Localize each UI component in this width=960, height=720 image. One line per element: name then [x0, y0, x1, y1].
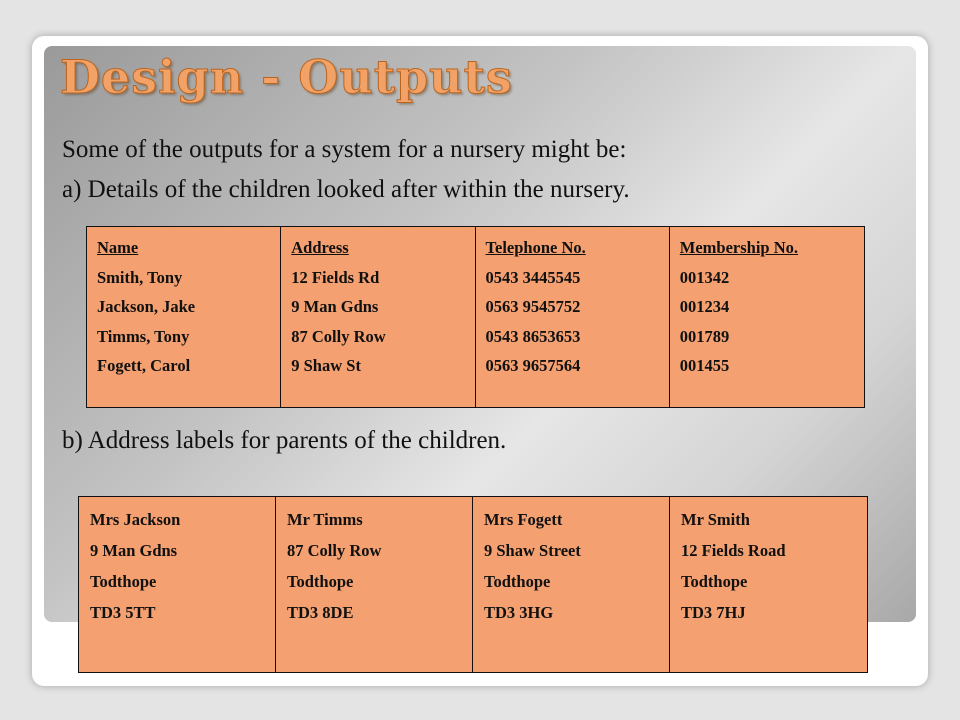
label-line: Todthope	[287, 572, 354, 591]
address-label	[670, 497, 867, 672]
address-label	[473, 497, 670, 672]
table-cell: 001789	[679, 326, 730, 346]
slide-title: Design - Outputs	[60, 50, 513, 104]
table-cell: Fogett, Carol	[97, 356, 191, 375]
label-line: Todthope	[681, 572, 748, 591]
address-label	[79, 497, 276, 672]
label-line: 12 Fields Road	[681, 541, 786, 560]
point-a-text: a) Details of the children looked after within the nursery.	[62, 176, 630, 203]
label-line: TD3 8DE	[287, 603, 354, 622]
column-header: Name	[97, 238, 139, 257]
label-line: Mr Timms	[287, 510, 363, 529]
column-header: Membership No.	[679, 238, 798, 257]
column-name	[87, 227, 281, 407]
label-line: Mrs Jackson	[90, 510, 181, 529]
label-line: Todthope	[484, 572, 551, 591]
intro-text: Some of the outputs for a system for a nursery might be:	[62, 136, 627, 163]
table-cell: 001234	[679, 297, 730, 316]
table-cell: 0543 3445545	[485, 267, 581, 287]
address-label	[276, 497, 473, 672]
label-line: Todthope	[90, 572, 157, 591]
column-membership	[670, 227, 864, 407]
table-cell: 87 Colly Row	[291, 326, 386, 346]
label-line: Mrs Fogett	[484, 510, 563, 529]
table-cell: Smith, Tony	[97, 267, 183, 287]
point-b-text: b) Address labels for parents of the children.	[62, 427, 507, 454]
label-line: 9 Shaw Street	[484, 541, 581, 560]
label-line: TD3 5TT	[90, 603, 156, 622]
table-cell: 0563 9545752	[485, 297, 581, 316]
table-cell: Jackson, Jake	[97, 297, 196, 316]
column-header: Telephone No.	[485, 238, 586, 257]
column-telephone	[476, 227, 670, 407]
column-header: Address	[291, 238, 349, 257]
label-line: TD3 7HJ	[681, 603, 746, 622]
table-cell: 0543 8653653	[485, 326, 581, 346]
children-details-table	[86, 226, 865, 408]
address-labels-table	[78, 496, 868, 673]
label-line: TD3 3HG	[484, 603, 554, 622]
label-line: 9 Man Gdns	[90, 541, 178, 560]
table-cell: 0563 9657564	[485, 356, 581, 375]
label-line: 87 Colly Row	[287, 541, 382, 560]
column-address	[281, 227, 475, 407]
table-cell: 001342	[679, 267, 730, 287]
table-cell: 9 Man Gdns	[291, 297, 379, 316]
table-cell: 9 Shaw St	[291, 356, 361, 375]
table-cell: Timms, Tony	[97, 326, 190, 346]
table-cell: 001455	[679, 356, 730, 375]
table-cell: 12 Fields Rd	[291, 267, 380, 287]
label-line: Mr Smith	[681, 510, 750, 529]
